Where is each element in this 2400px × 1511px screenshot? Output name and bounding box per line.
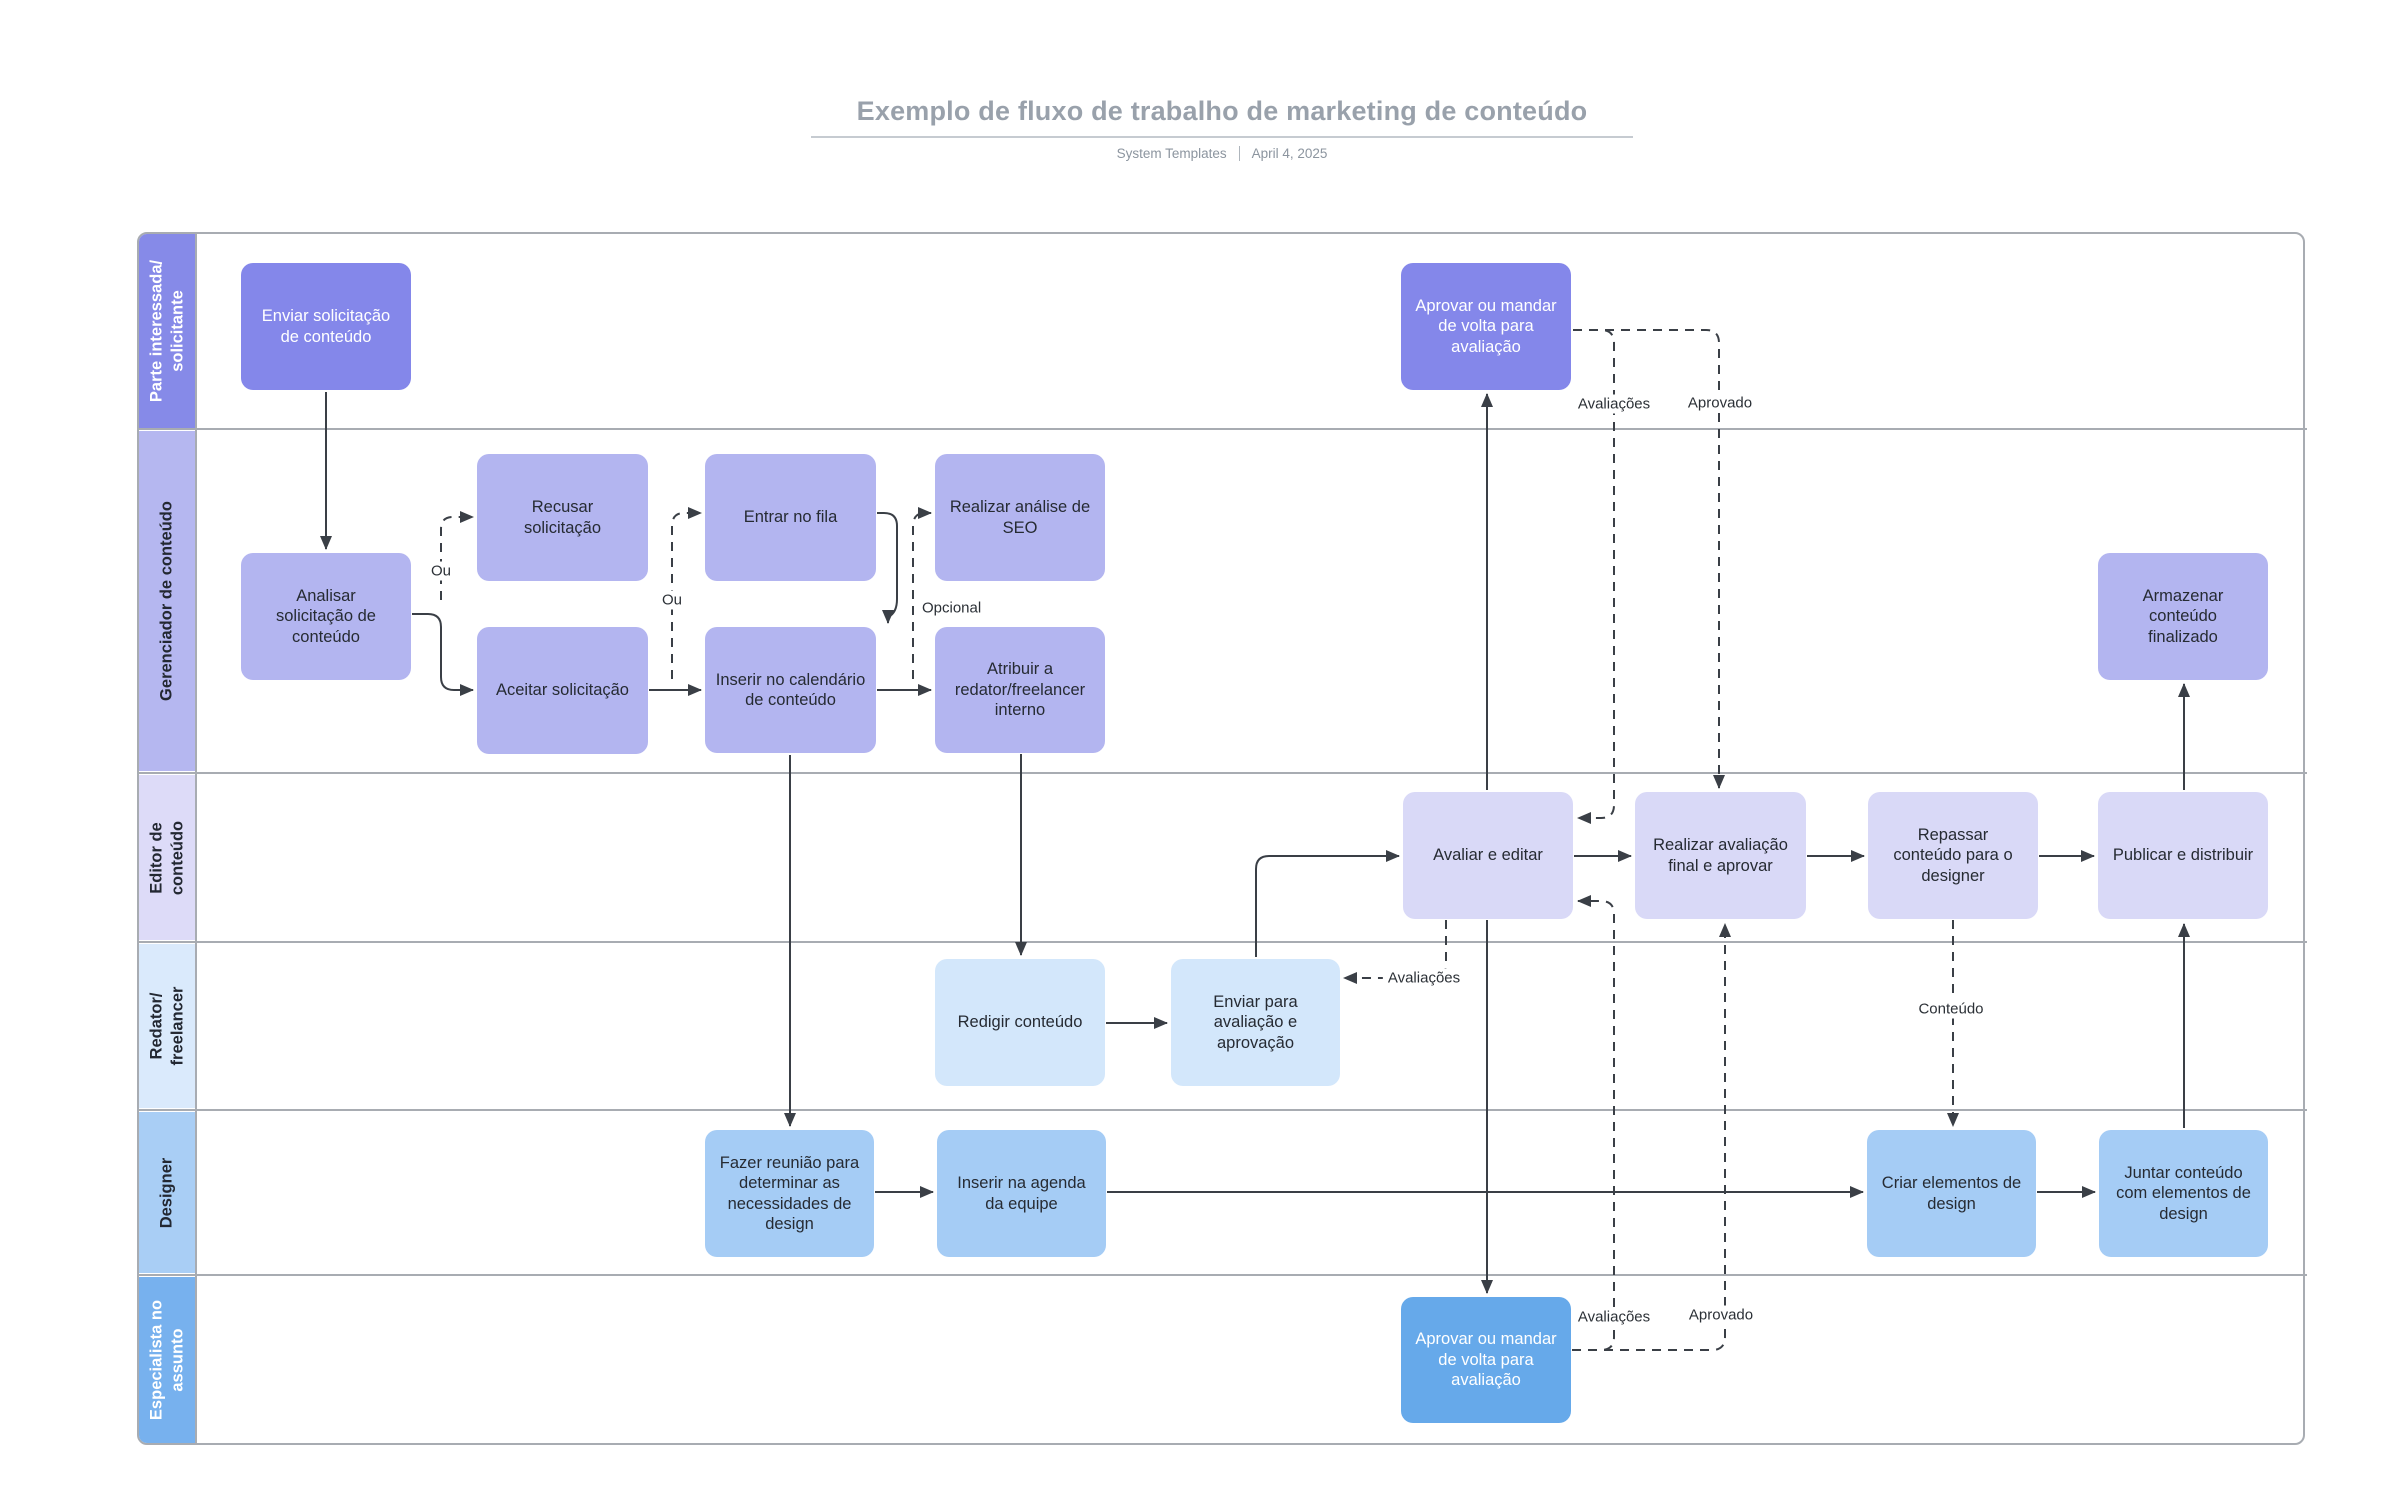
node-label: Juntar conteúdo com elementos de design	[2116, 1163, 2251, 1223]
lane-label-line: freelancer	[168, 986, 186, 1066]
node-aceitar-solicitacao	[477, 627, 648, 754]
node-armazenar-conteudo	[2098, 553, 2268, 680]
lane-label-line: Designer	[157, 1157, 176, 1228]
node-juntar-conteudo	[2099, 1130, 2268, 1257]
lane-label-line: Redator/	[147, 992, 166, 1060]
edge-sme-aprovado-to-avaliacao-final	[1572, 924, 1725, 1350]
node-label: Publicar e distribuir	[2112, 846, 2254, 865]
lane-label-line: assunto	[168, 1328, 186, 1392]
node-enviar-avaliacao	[1171, 959, 1340, 1086]
node-inserir-calendario	[705, 627, 876, 753]
edge-label-opcional: Opcional	[917, 599, 986, 618]
node-label: Avaliar e editar	[1433, 846, 1543, 865]
edge-label-aprovado-top: Aprovado	[1683, 394, 1757, 413]
page-title: Exemplo de fluxo de trabalho de marketing de conteúdo	[856, 96, 1588, 126]
node-label: Enviar para avaliação e aprovação	[1213, 992, 1298, 1052]
lane-label-line: solicitante	[168, 290, 186, 372]
node-aprovar-sme	[1401, 1297, 1571, 1423]
lane-label-line: Parte interessada/	[147, 259, 166, 403]
node-label: Realizar análise de SEO	[949, 498, 1091, 537]
node-enviar-solicitacao	[241, 263, 411, 390]
node-redigir-conteudo	[935, 959, 1105, 1086]
edge-ou-to-recusar	[441, 517, 473, 600]
lane-label-line: Editor de	[147, 821, 166, 894]
node-label: Enviar solicitação de conteúdo	[261, 307, 391, 346]
node-inserir-agenda	[937, 1130, 1106, 1257]
node-label: Redigir conteúdo	[957, 1013, 1083, 1032]
node-atribuir-redator	[935, 627, 1105, 753]
node-aprovar-stakeholder	[1401, 263, 1571, 390]
edge-label-aprovado-bottom: Aprovado	[1684, 1306, 1758, 1325]
node-publicar-distribuir	[2098, 792, 2268, 919]
node-label: Repassar conteúdo para o designer	[1893, 825, 2013, 885]
edge-label-avaliacoes-bottom: Avaliações	[1573, 1308, 1655, 1327]
edge-sme-avaliacoes-to-avaliar	[1572, 901, 1614, 1350]
node-label: Inserir na agenda da equipe	[957, 1174, 1086, 1213]
edge-entrar-fila-to-inserir-calendario	[877, 513, 897, 623]
node-label: Atribuir a redator/freelancer interno	[954, 660, 1086, 720]
node-repassar-conteudo	[1868, 792, 2038, 919]
lane-label-line: Gerenciador de conteúdo	[157, 501, 176, 701]
node-avaliar-e-editar	[1403, 792, 1573, 919]
node-label: Aprovar ou mandar de volta para avaliação	[1415, 1330, 1557, 1390]
lane-label-line: conteúdo	[168, 820, 186, 895]
node-label: Realizar avaliação final e aprovar	[1653, 836, 1788, 875]
edge-analisar-split-to-aceitar	[412, 614, 473, 690]
node-label: Aceitar solicitação	[496, 681, 629, 700]
node-label: Inserir no calendário de conteúdo	[715, 670, 866, 709]
node-analise-seo	[935, 454, 1105, 581]
edge-label-avaliacoes-mid: Avaliações	[1383, 969, 1465, 988]
node-entrar-no-fila	[705, 454, 876, 581]
node-label: Fazer reunião para determinar as necessidades de design	[719, 1153, 860, 1233]
edge-enviar-avaliacao-to-avaliar	[1256, 856, 1399, 957]
node-avaliacao-final	[1635, 792, 1806, 919]
subtitle-author: System Templates	[1116, 146, 1227, 161]
node-label: Aprovar ou mandar de volta para avaliação	[1415, 296, 1557, 356]
node-label: Criar elementos de design	[1881, 1174, 2022, 1213]
node-criar-elementos	[1867, 1130, 2036, 1257]
edge-label-ou-2: Ou	[657, 591, 687, 610]
node-fazer-reuniao	[705, 1130, 874, 1257]
edge-label-conteudo: Conteúdo	[1913, 1000, 1988, 1019]
node-recusar-solicitacao	[477, 454, 648, 581]
edge-opcional-to-seo	[913, 513, 931, 679]
node-label: Recusar solicitação	[523, 498, 602, 537]
edge-label-avaliacoes-top: Avaliações	[1573, 395, 1655, 414]
lane-label-line: Especialista no	[147, 1299, 166, 1421]
node-analisar-solicitacao	[241, 553, 411, 680]
subtitle-date: April 4, 2025	[1251, 146, 1328, 161]
node-label: Entrar no fila	[743, 508, 838, 527]
node-label: Armazenar conteúdo finalizado	[2142, 586, 2224, 646]
edge-label-ou-1: Ou	[426, 562, 456, 581]
node-label: Analisar solicitação de conteúdo	[276, 586, 376, 646]
